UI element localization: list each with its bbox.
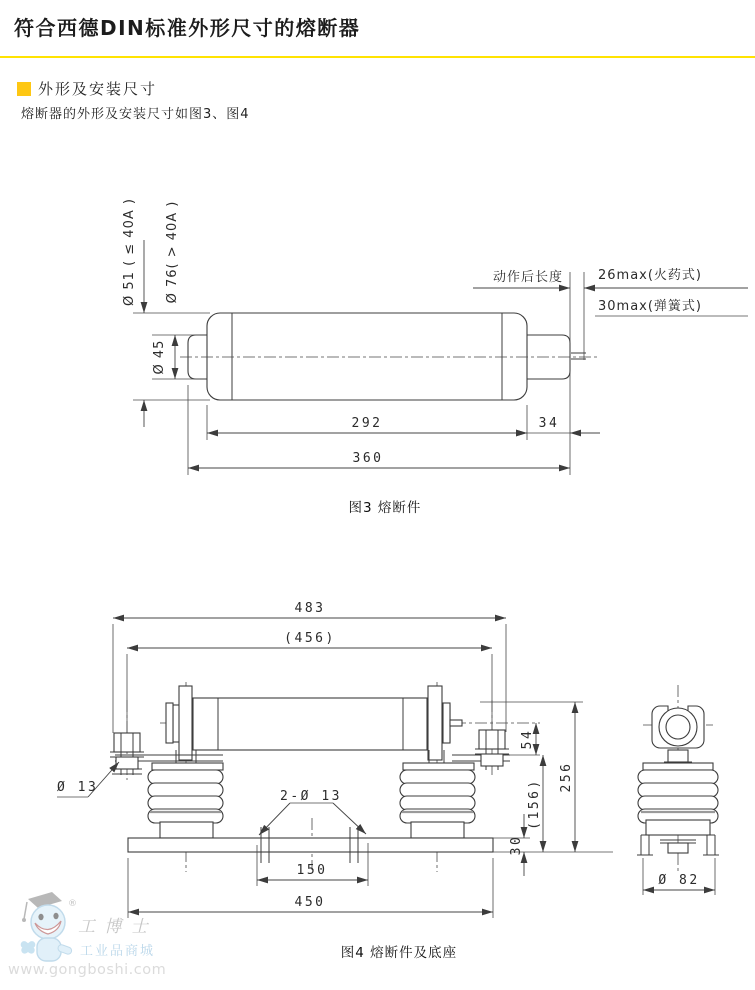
fig4-dim-54: 54 bbox=[520, 728, 535, 750]
fig3-dim-292: 292 bbox=[351, 416, 383, 431]
brand-tagline: 工业品商城 bbox=[80, 944, 156, 959]
fig4-dia13-label: Ø 13 bbox=[57, 780, 99, 795]
fig4-dim-256: 256 bbox=[559, 761, 574, 793]
section-title: 外形及安装尺寸 bbox=[38, 80, 158, 98]
fig4-drawing bbox=[57, 618, 719, 918]
brand-name: 工 博 士 bbox=[78, 917, 150, 937]
fig4-dim-156: (156) bbox=[527, 778, 542, 830]
registered-mark: ® bbox=[68, 899, 77, 909]
mascot-logo-icon bbox=[19, 892, 72, 961]
fig4-caption: 图4 熔断件及底座 bbox=[340, 945, 458, 961]
fig3-dia51-label: Ø 51 ( ≤ 40A ) bbox=[122, 198, 137, 306]
intro-text: 熔断器的外形及安装尺寸如图3、图4 bbox=[21, 107, 250, 122]
gongboshi-watermark bbox=[8, 892, 166, 978]
fig3-30max-label: 30max(弹簧式) bbox=[598, 299, 703, 314]
fig3-caption: 图3 熔断件 bbox=[348, 500, 422, 516]
fig3-action-length-label: 动作后长度 bbox=[492, 270, 564, 285]
fig4-dim-150: 150 bbox=[296, 863, 328, 878]
fig3-dim-34: 34 bbox=[538, 416, 560, 431]
fig4-dim-483: 483 bbox=[294, 601, 326, 616]
fig3-dia76-label: Ø 76( > 40A ) bbox=[165, 200, 180, 304]
brand-url: www.gongboshi.com bbox=[8, 962, 167, 978]
fig4-dim-450: 450 bbox=[294, 895, 326, 910]
page-title: 符合西德DIN标准外形尺寸的熔断器 bbox=[14, 16, 361, 40]
fig4-dia82-label: Ø 82 bbox=[658, 873, 700, 888]
fig4-holes-label: 2-Ø 13 bbox=[280, 789, 342, 804]
fig4-dim-30: 30 bbox=[509, 834, 524, 856]
fig3-26max-label: 26max(火药式) bbox=[598, 268, 703, 283]
fig4-dim-456: (456) bbox=[284, 631, 336, 646]
fig3-dim-360: 360 bbox=[352, 451, 384, 466]
fig3-dia45-label: Ø 45 bbox=[152, 339, 167, 375]
